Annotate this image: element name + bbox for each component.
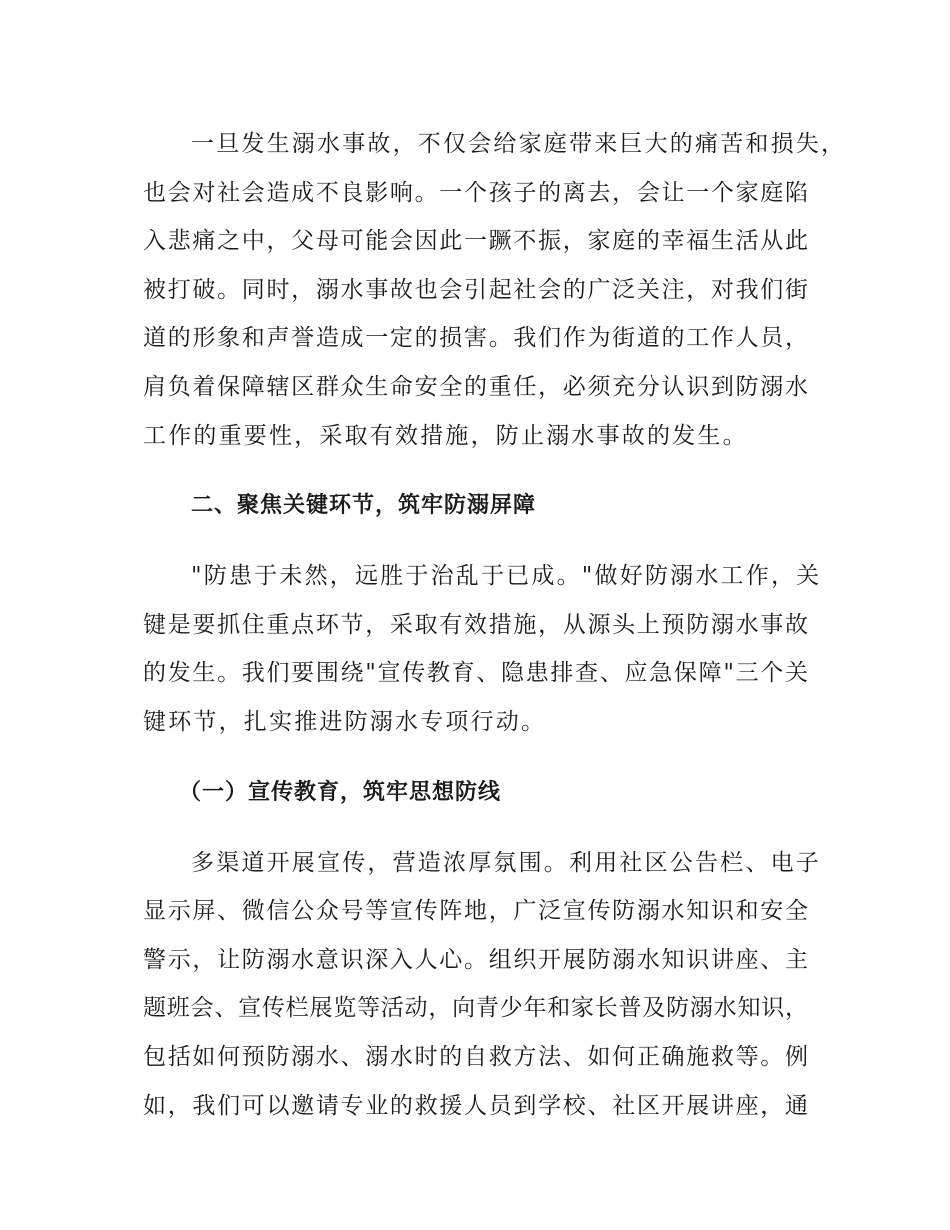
spacer bbox=[143, 532, 808, 552]
text-line: 工作的重要性，采取有效措施，防止溺水事故的发生。 bbox=[143, 422, 748, 449]
subsection-heading: （一）宣传教育，筑牢思想防线 bbox=[179, 779, 502, 805]
spacer bbox=[143, 819, 808, 839]
text-line: 包括如何预防溺水、溺水时的自救方法、如何正确施救等。例 bbox=[143, 1043, 808, 1070]
paragraph-consequences bbox=[143, 120, 847, 460]
text-line: 一旦发生溺水事故，不仅会给家庭带来巨大的痛苦和损失， bbox=[191, 131, 847, 157]
spacer bbox=[143, 747, 808, 767]
text-line: 如，我们可以邀请专业的救援人员到学校、社区开展讲座，通 bbox=[143, 1092, 808, 1119]
paragraph-key-links bbox=[143, 552, 822, 746]
text-line: 显示屏、微信公众号等宣传阵地，广泛宣传防溺水知识和安全 bbox=[143, 898, 808, 925]
text-line: 被打破。同时，溺水事故也会引起社会的广泛关注，对我们街 bbox=[143, 276, 808, 303]
text-line: 键环节，扎实推进防溺水专项行动。 bbox=[143, 708, 547, 735]
text-line: 入悲痛之中，父母可能会因此一蹶不振，家庭的幸福生活从此 bbox=[143, 228, 808, 255]
text-line: 道的形象和声誉造成一定的损害。我们作为街道的工作人员， bbox=[143, 325, 808, 352]
paragraph-publicity bbox=[143, 839, 821, 1131]
text-line: 警示，让防溺水意识深入人心。组织开展防溺水知识讲座、主 bbox=[143, 946, 808, 973]
section-heading: 二、聚焦关键环节，筑牢防溺屏障 bbox=[191, 493, 537, 519]
text-line: 肩负着保障辖区群众生命安全的重任，必须充分认识到防溺水 bbox=[143, 373, 808, 400]
text-line: 也会对社会造成不良影响。一个孩子的离去，会让一个家庭陷 bbox=[143, 179, 808, 206]
text-line: 多渠道开展宣传，营造浓厚氛围。利用社区公告栏、电子 bbox=[191, 849, 821, 876]
text-line: 的发生。我们要围绕"宣传教育、隐患排查、应急保障"三个关 bbox=[143, 660, 808, 687]
spacer bbox=[143, 460, 808, 480]
text-line: 题班会、宣传栏展览等活动，向青少年和家长普及防溺水知识， bbox=[143, 995, 808, 1022]
text-line: "防患于未然，远胜于治乱于已成。"做好防溺水工作，关 bbox=[191, 563, 822, 590]
text-line: 键是要抓住重点环节，采取有效措施，从源头上预防溺水事故 bbox=[143, 611, 808, 638]
document-body bbox=[143, 120, 847, 1130]
